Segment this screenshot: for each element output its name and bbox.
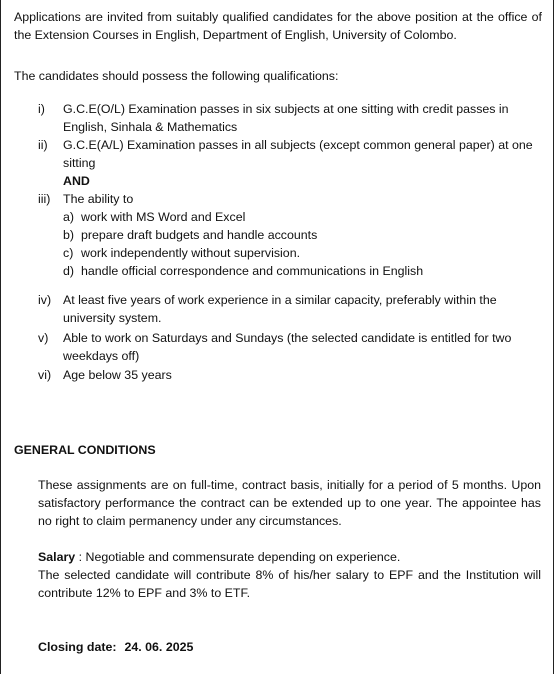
sub-item-text: prepare draft budgets and handle accounts — [81, 228, 318, 242]
sub-item-text: handle official correspondence and communications in English — [81, 264, 424, 278]
closing-date-label: Closing date: — [38, 640, 117, 654]
sub-item-letter: b) — [63, 228, 75, 242]
sub-list-item — [63, 226, 543, 244]
qualification-body — [63, 136, 543, 190]
qualification-item — [38, 100, 543, 136]
and-conjunction: AND — [63, 174, 90, 188]
qualification-item — [38, 291, 543, 329]
sub-item-letter: c) — [63, 246, 74, 260]
qualification-item — [38, 190, 543, 291]
qualification-text: G.C.E(A/L) Examination passes in all subjects (except common general paper) at one sitting — [63, 138, 533, 170]
sub-item-text: work with MS Word and Excel — [81, 210, 246, 224]
qualification-text: At least five years of work experience in a similar capacity, preferably within the university system. — [63, 293, 497, 325]
qualification-text: Able to work on Saturdays and Sundays (the selected candidate is entitled for two weekdays off) — [63, 331, 512, 363]
salary-section — [38, 548, 541, 602]
qualification-text: Age below 35 years — [63, 368, 172, 382]
qualification-number: iv) — [38, 293, 52, 307]
ability-sub-list — [63, 208, 543, 280]
qualification-number: iii) — [38, 192, 51, 206]
general-conditions-heading: GENERAL CONDITIONS — [14, 443, 156, 457]
sub-list-item — [63, 244, 543, 262]
qualification-number: vi) — [38, 368, 52, 382]
sub-item-letter: a) — [63, 210, 75, 224]
sub-list-item — [63, 208, 543, 226]
qualification-item — [38, 329, 543, 366]
qualification-number: v) — [38, 331, 49, 345]
qualifications-list — [38, 100, 543, 384]
qualification-body — [63, 190, 543, 280]
qualification-text: G.C.E(O/L) Examination passes in six subjects at one sitting with credit passes in English, Sinhala & Mathematics — [63, 102, 509, 134]
sub-list-item — [63, 262, 543, 280]
salary-text: : Negotiable and commensurate depending on experience. — [75, 550, 401, 564]
sub-item-text: work independently without supervision. — [81, 246, 301, 260]
closing-date-line — [38, 638, 193, 656]
general-conditions-text: These assignments are on full-time, contract basis, initially for a period of 5 months. Upon satisfactory performance the contract can be extended up to one year. The appointee has no right to claim permanency under any circumstances. — [38, 478, 541, 528]
qualification-number: i) — [38, 102, 45, 116]
closing-date-value: 24. 06. 2025 — [124, 640, 194, 654]
qualifications-lead: The candidates should possess the following qualifications: — [14, 69, 339, 83]
salary-label: Salary — [38, 550, 76, 564]
qualification-text: The ability to — [63, 192, 134, 206]
intro-paragraph: Applications are invited from suitably qualified candidates for the above position at the office of the Extension Courses in English, Department of English, University of Colombo. — [14, 10, 542, 42]
epf-contribution-text: The selected candidate will contribute 8% of his/her salary to EPF and the Institution will contribute 12% to EPF and 3% to ETF. — [38, 568, 541, 600]
qualification-item — [38, 366, 543, 384]
qualification-number: ii) — [38, 138, 48, 152]
sub-item-letter: d) — [63, 264, 75, 278]
qualification-item — [38, 136, 543, 190]
salary-line — [38, 548, 541, 566]
